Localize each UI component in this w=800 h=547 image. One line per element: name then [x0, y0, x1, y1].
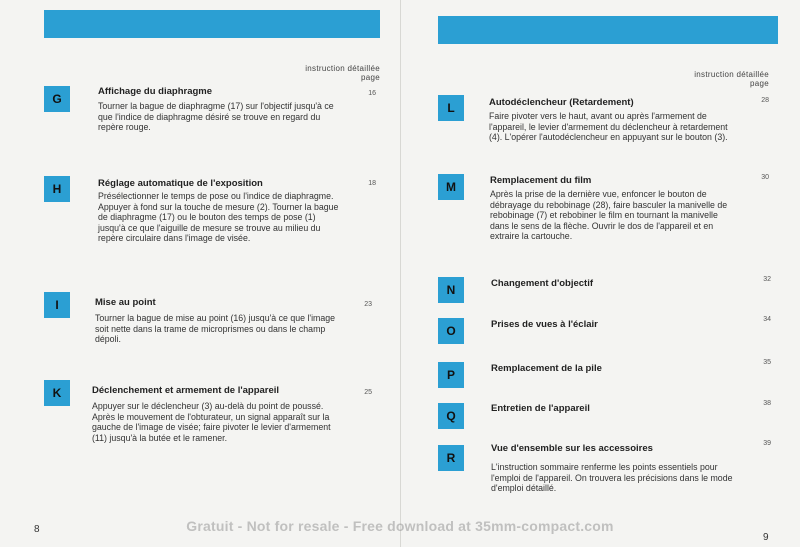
entry-page-ref: 34 [763, 316, 771, 323]
ref-header-label: instruction détaillée [694, 70, 769, 79]
entry-title: Remplacement du film [490, 175, 592, 186]
right-page [400, 0, 800, 547]
entry-title: Affichage du diaphragme [98, 86, 213, 97]
entry-body: L'instruction sommaire renferme les points essentiels pour l'emploi de l'appareil. On trouvera les précisions dans le mode d'emploi détaillé. [491, 462, 733, 494]
entry-title: Entretien de l'appareil [491, 403, 590, 414]
ref-header-page: page [750, 79, 769, 88]
entry-page-ref: 32 [763, 276, 771, 283]
section-letter-g: G [44, 86, 70, 112]
entry-title: Déclenchement et armement de l'appareil [92, 385, 280, 396]
entry-body: Faire pivoter vers le haut, avant ou après l'armement de l'appareil, le levier d'armement du déclencheur à retardement (4). L'opérer l'autodéclencheur en appuyant sur le bouton (3). [489, 111, 728, 143]
section-letter-i: I [44, 292, 70, 318]
ref-header-label: instruction détaillée [305, 64, 380, 73]
section-letter-r: R [438, 445, 464, 471]
left-header-bar [44, 10, 380, 38]
entry-body: Après la prise de la dernière vue, enfoncer le bouton de débrayage du rebobinage (28), faire basculer la manivelle de rebobinage (7) et rebobiner le film en tournant la manivelle dans le sens de la flèche. Ouvrir le dos de l'appareil et en extraire la cartouche. [490, 189, 728, 242]
section-letter-p: P [438, 362, 464, 388]
entry-page-ref: 23 [364, 301, 372, 308]
page-number: 9 [763, 532, 769, 543]
section-letter-k: K [44, 380, 70, 406]
entry-body: Tourner la bague de diaphragme (17) sur l'objectif jusqu'à ce que l'indice de diaphragme désiré se trouve en regard du repère rouge. [98, 101, 334, 133]
entry-title: Remplacement de la pile [491, 363, 602, 374]
section-letter-l: L [438, 95, 464, 121]
ref-header [270, 64, 380, 82]
section-letter-o: O [438, 318, 464, 344]
right-header-bar [438, 16, 778, 44]
entry-title: Autodéclencheur (Retardement) [489, 97, 634, 108]
ref-header [661, 70, 769, 88]
entry-body: Appuyer sur le déclencheur (3) au-delà du point de poussé. Après le mouvement de l'obturateur, un signal apparaît sur la gauche de l'image de visée; faire pivoter le levier d'armement (11) jusqu'à la butée et le ramener. [92, 401, 331, 443]
entry-page-ref: 16 [368, 90, 376, 97]
section-letter-h: H [44, 176, 70, 202]
entry-title: Réglage automatique de l'exposition [98, 178, 263, 189]
entry-title: Mise au point [95, 297, 156, 308]
section-letter-n: N [438, 277, 464, 303]
entry-title: Prises de vues à l'éclair [491, 319, 598, 330]
entry-page-ref: 28 [761, 97, 769, 104]
entry-page-ref: 25 [364, 389, 372, 396]
ref-header-page: page [361, 73, 380, 82]
entry-body: Présélectionner le temps de pose ou l'indice de diaphragme. Appuyer à fond sur la touche de mesure (2). Tourner la bague de diaphragme (17) ou le bouton des temps de pose (1) jusqu'à ce que l'aiguille de mesure se trouve au milieu du repère circulaire dans l'image de visée. [98, 191, 339, 244]
section-letter-m: M [438, 174, 464, 200]
entry-title: Changement d'objectif [491, 278, 594, 289]
entry-body: Tourner la bague de mise au point (16) jusqu'à ce que l'image soit nette dans la trame de microprismes ou dans le champ dépoli. [95, 313, 336, 345]
entry-page-ref: 38 [763, 400, 771, 407]
entry-title: Vue d'ensemble sur les accessoires [491, 443, 653, 454]
entry-page-ref: 35 [763, 359, 771, 366]
entry-page-ref: 18 [368, 180, 376, 187]
section-letter-q: Q [438, 403, 464, 429]
entry-page-ref: 39 [763, 440, 771, 447]
entry-page-ref: 30 [761, 174, 769, 181]
page-number: 8 [34, 524, 40, 535]
watermark: Gratuit - Not for resale - Free download at 35mm-compact.com [186, 518, 614, 534]
